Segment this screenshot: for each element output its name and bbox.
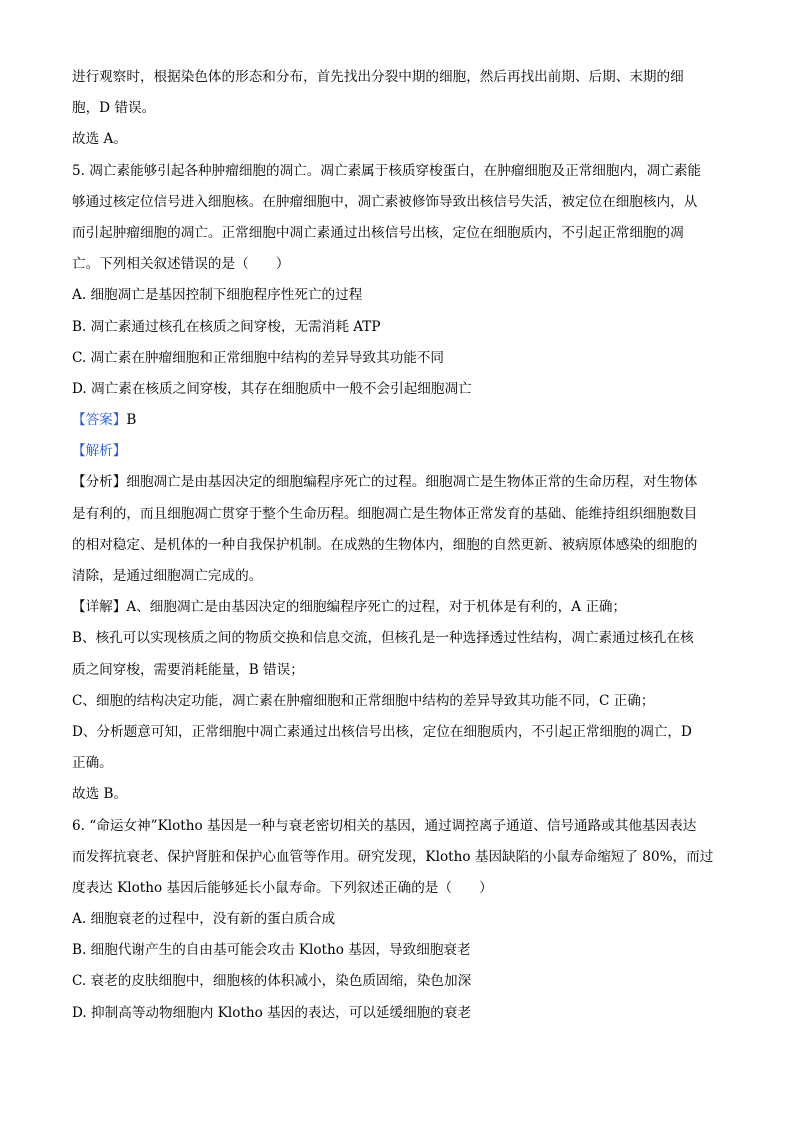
analysis-paragraph: [72, 467, 722, 498]
analysis-tag: 【解析】: [72, 443, 127, 460]
detail-tag: 【详解】: [72, 599, 127, 616]
answer-value: B: [126, 412, 137, 429]
question-5-stem: 亡。下列相关叙述错误的是（ ）: [72, 256, 290, 273]
question-6-option-a: A. 细胞衰老的过程中，没有新的蛋白质合成: [72, 911, 336, 928]
detail-text: 质之间穿梭，需要消耗能量，B 错误；: [72, 661, 304, 678]
answer-line: [72, 405, 722, 436]
analysis-text: 清除，是通过细胞凋亡完成的。: [72, 568, 263, 584]
detail-text: 故选 B。: [72, 786, 128, 803]
question-5-stem: 而引起肿瘤细胞的凋亡。正常细胞中凋亡素通过出核信号出核，定位在细胞质内，不引起正常细胞的凋: [72, 224, 684, 241]
detail-text: C、细胞的结构决定功能，凋亡素在肿瘤细胞和正常细胞中结构的差异导致其功能不同，C 正确；: [72, 692, 655, 709]
question-5-option-c: C. 凋亡素在肿瘤细胞和正常细胞中结构的差异导致其功能不同: [72, 349, 444, 366]
question-6-stem: 而发挥抗衰老、保护肾脏和保护心血管等作用。研究发现，Klotho 基因缺陷的小鼠寿命缩短了 80%，而过: [72, 848, 714, 865]
analysis-text: 的相对稳定、是机体的一种自我保护机制。在成熟的生物体内，细胞的自然更新、被病原体感染的细胞的: [72, 536, 698, 553]
analysis-text: 是有利的，而且细胞凋亡贯穿于整个生命历程。细胞凋亡是生物体正常发育的基础、能维持组织细胞数目: [72, 505, 698, 522]
question-6-stem: 度表达 Klotho 基因后能够延长小鼠寿命。下列叙述正确的是（ ）: [72, 879, 493, 896]
text-line: 进行观察时，根据染色体的形态和分布，首先找出分裂中期的细胞，然后再找出前期、后期、末期的细: [72, 69, 684, 85]
question-6-option-b: B. 细胞代谢产生的自由基可能会攻击 Klotho 基因，导致细胞衰老: [72, 942, 471, 959]
question-6-option-d: D. 抑制高等动物细胞内 Klotho 基因的表达，可以延缓细胞的衰老: [72, 1004, 472, 1021]
analysis-text: 细胞凋亡是由基因决定的细胞编程序死亡的过程。细胞凋亡是生物体正常的生命历程，对生物体: [126, 474, 698, 491]
detail-text: A、细胞凋亡是由基因决定的细胞编程序死亡的过程，对于机体是有利的，A 正确；: [126, 599, 627, 616]
detail-paragraph: [72, 592, 722, 623]
question-5-stem: 5. 凋亡素能够引起各种肿瘤细胞的凋亡。凋亡素属于核质穿梭蛋白，在肿瘤细胞及正常细胞内，凋亡素能: [72, 162, 702, 179]
question-6-option-c: C. 衰老的皮肤细胞中，细胞核的体积减小，染色质固缩，染色加深: [72, 973, 472, 990]
question-5-option-a: A. 细胞凋亡是基因控制下细胞程序性死亡的过程: [72, 287, 363, 304]
detail-text: B、核孔可以实现核质之间的物质交换和信息交流，但核孔是一种选择透过性结构，凋亡素通过核孔在核: [72, 630, 694, 647]
answer-tag: 【答案】: [72, 412, 127, 429]
detail-text: D、分析题意可知，正常细胞中凋亡素通过出核信号出核，定位在细胞质内，不引起正常细胞的凋亡，D: [72, 723, 692, 740]
detail-text: 正确。: [72, 755, 113, 772]
question-5-option-d: D. 凋亡素在核质之间穿梭，其存在细胞质中一般不会引起细胞凋亡: [72, 380, 472, 397]
text-line: 胞，D 错误。: [72, 100, 156, 117]
question-5-option-b: B. 凋亡素通过核孔在核质之间穿梭，无需消耗 ATP: [72, 318, 381, 335]
text-line: 故选 A。: [72, 131, 127, 148]
question-5-stem: 够通过核定位信号进入细胞核。在肿瘤细胞中，凋亡素被修饰导致出核信号失活，被定位在细胞核内，从: [72, 193, 698, 210]
analysis-sub-tag: 【分析】: [72, 474, 127, 491]
question-6-stem: 6. “命运女神”Klotho 基因是一种与衰老密切相关的基因，通过调控离子通道、信号通路或其他基因表达: [72, 817, 697, 834]
analysis-heading: [72, 436, 722, 467]
page-content: [72, 62, 722, 1029]
